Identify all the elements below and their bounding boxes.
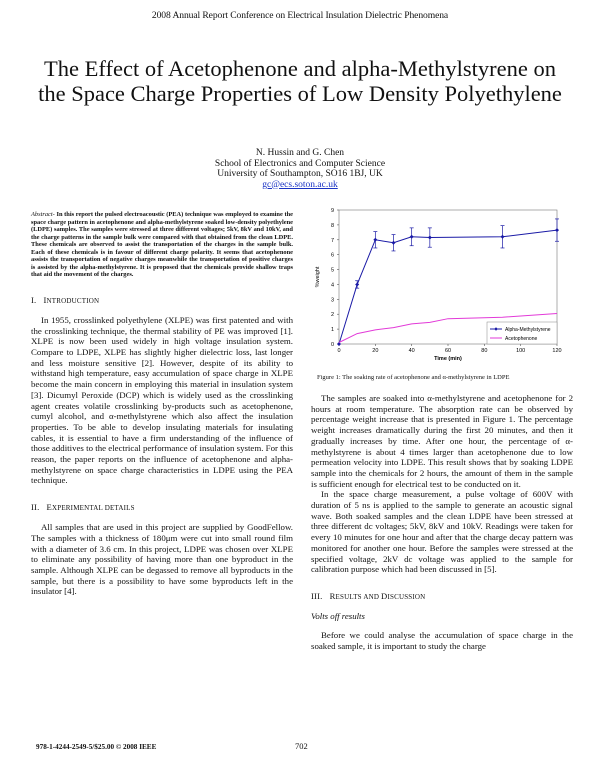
page-number: 702 <box>295 741 308 751</box>
figure-1-chart <box>311 196 573 371</box>
abstract <box>31 211 293 279</box>
x-tick-label: 40 <box>408 348 415 354</box>
introduction-paragraph: In 1955, crosslinked polyethylene (XLPE) was first patented and with the crosslinking technique, the thermal stability of PE was improved [1]. XLPE is now been used widely in high voltage insulation system. Compare to LDPE, XLPE has slightly higher dielectric loss, last longer and less moisture sensitive [2]. However, despite of its ability to withstand high temperature, easy accumulation of space charge in XLPE become the main concern in employing this material in insulation system [3]. Dicumyl Peroxide (DCP) which is widely used as the crosslinking agent creates volatile crosslinking by-products such as acetophenone, cumyl alcohol, and α-methylstyrene which also affect the insulation properties. To be able to develop insulating materials for insulating cables, it is essential to have a firm understanding of the influence of those additives to the electrical performance of insulation system. For this reason, the paper reports on the influence of acetophenone and alpha-methylstyrene on space charge characteristics in LDPE using the PEA technique. <box>31 314 293 486</box>
data-point <box>337 342 341 346</box>
conference-header: 2008 Annual Report Conference on Electrical Insulation Dielectric Phenomena <box>151 10 449 21</box>
y-tick-label: 4 <box>330 282 334 289</box>
data-point <box>428 236 432 240</box>
y-tick-label: 7 <box>330 237 334 244</box>
y-tick-label: 6 <box>330 252 334 259</box>
section-heading-introduction: I. INTRODUCTION <box>31 294 100 305</box>
data-point <box>392 241 396 245</box>
subsection-volts-off: Volts off results <box>311 610 365 621</box>
section-heading-results: III. RESULTS AND DISCUSSION <box>311 590 426 601</box>
data-point <box>555 228 559 232</box>
y-tick-label: 3 <box>330 297 334 304</box>
y-tick-label: 1 <box>330 327 334 334</box>
measurement-paragraph: In the space charge measurement, a pulse voltage of 600V with duration of 5 ns is applied to the sample to generate an acoustic signal wave. Both soaked samples and the clean LDPE have been stressed at three different dc voltages; 5kV, 8kV and 10kV. Readings were taken for every 10 minutes for one hour and after that the charge decay pattern was monitored for another one hour. Before the samples were stressed at the specified voltage, 2kV dc voltage was applied to the sample for calibration purpose which had been discussed in [5]. <box>311 489 573 575</box>
legend-label: Alpha-Methylstyrene <box>505 327 551 333</box>
data-point <box>373 238 377 242</box>
y-axis-label: %weight <box>315 266 321 288</box>
author-university: University of Southampton, SO16 1BJ, UK <box>217 169 383 179</box>
y-tick-label: 5 <box>330 267 334 274</box>
left-column <box>31 211 293 597</box>
author-names: N. Hussin and G. Chen <box>255 148 345 158</box>
x-tick-label: 0 <box>337 348 341 354</box>
data-point <box>355 282 359 286</box>
x-tick-label: 60 <box>444 348 452 354</box>
right-column <box>311 196 573 651</box>
abstract-label: Abstract- <box>31 211 55 218</box>
x-tick-label: 20 <box>372 348 379 354</box>
author-school: School of Electronics and Computer Science <box>214 158 386 169</box>
y-tick-label: 0 <box>330 342 334 348</box>
figure-1-caption: Figure 1: The soaking rate of acetophenone and α-methylstyrene in LDPE <box>317 374 510 381</box>
author-block <box>0 148 600 190</box>
experimental-paragraph: All samples that are used in this project are supplied by GoodFellow. The samples with a thickness of 180μm were cut into small round film with a diameter of 3.6 cm. In this project, LDPE was chosen over XLPE to eliminate any possibility of having more than one byproduct in the sample. Although XLPE can be degassed to remove all byproducts in the sample, but there is a possibility to have some byproducts left in the insulator [4]. <box>31 522 293 597</box>
paper-title: The Effect of Acetophenone and alpha-Methylstyrene on the Space Charge Properties of Low Density Polyethylene <box>38 56 562 106</box>
x-axis-label: Time (min) <box>434 356 462 362</box>
author-email-link[interactable]: gc@ecs.soton.ac.uk <box>262 179 338 190</box>
legend-label: Acetophenone <box>505 336 538 342</box>
footer-isbn: 978-1-4244-2549-5/$25.00 © 2008 IEEE <box>36 743 157 751</box>
y-tick-label: 9 <box>330 208 334 214</box>
data-point <box>410 235 414 239</box>
chart-svg <box>311 196 573 371</box>
abstract-text: In this report the pulsed electroacoustic (PEA) technique was employed to examine the space charge pattern in acetophenone and alpha-methylstyrene soaked low-density polyethylene (LDPE) samples. The samples were stressed at three different voltages; 5kV, 8kV and 10kV, and the charge patterns in the sample bulk were compared with that obtained from the clean LDPE. These chemicals are observed to assist the transportation of the charges in the sample bulk. Each of these chemicals is in favour of different charge polarity. It seems that acetophenone assists the transportation of negative charges meanwhile the transportation of positive charges is assisted by the alpha-methylstyrene. It is proposed that the chemicals provide shallow traps that aid the movement of the charges. <box>31 211 293 279</box>
data-point <box>501 235 505 239</box>
soaking-paragraph: The samples are soaked into α-methylstyrene and acetophenone for 2 hours at room temperature. The absorption rate can be observed by percentage weight increase that is presented in Figure 1. The percentage weight increases dramatically during the first 20 minutes, and then it gradually increases by time. After one hour, the percentage of α-methylstyrene is about 4 times larger than acetophenone due to low permeation velocity into LDPE. This result shows that by soaking LDPE sample into the chemicals for 2 hours, the amount of them in the sample is sufficient enough for electrical test to be conducted on it. <box>311 393 573 489</box>
results-paragraph: Before we could analyse the accumulation of space charge in the soaked sample, it is important to study the charge <box>311 629 573 651</box>
x-tick-label: 120 <box>552 348 562 354</box>
x-tick-label: 100 <box>516 348 526 354</box>
y-tick-label: 2 <box>330 312 334 319</box>
y-tick-label: 8 <box>330 222 334 229</box>
x-tick-label: 80 <box>481 348 488 354</box>
section-heading-experimental: II. EXPERIMENTAL DETAILS <box>31 502 135 513</box>
